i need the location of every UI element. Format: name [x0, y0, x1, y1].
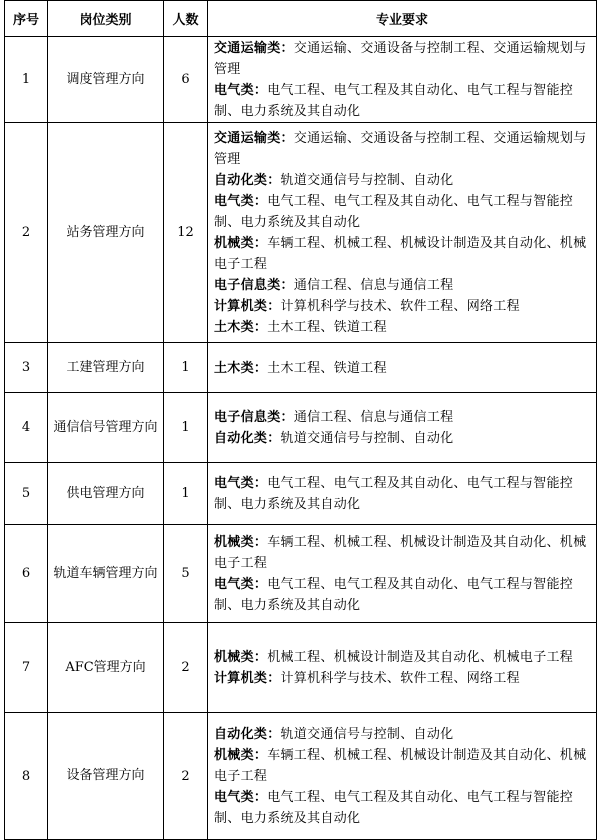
table-row	[5, 463, 597, 525]
header-no: 序号	[5, 1, 48, 37]
major-list: 电气工程、电气工程及其自动化、电气工程与智能控制、电力系统及其自动化	[214, 83, 574, 119]
major-requirements	[208, 463, 597, 525]
major-group	[214, 191, 594, 233]
table-body	[5, 37, 597, 840]
position-category	[48, 393, 164, 463]
headcount: 12	[164, 123, 208, 343]
table-row	[5, 343, 597, 393]
major-requirements	[208, 343, 597, 393]
major-list: 土木工程、铁道工程	[267, 320, 387, 335]
major-category: 电子信息类：	[214, 278, 294, 293]
major-group	[214, 532, 594, 574]
major-requirements	[208, 123, 597, 343]
major-list: 车辆工程、机械工程、机械设计制造及其自动化、机械电子工程	[214, 748, 587, 784]
major-group	[214, 170, 594, 191]
major-group	[214, 574, 594, 616]
position-name: 通信信号管理方向	[53, 419, 158, 435]
major-list: 电气工程、电气工程及其自动化、电气工程与智能控制、电力系统及其自动化	[214, 194, 574, 230]
header-count: 人数	[164, 1, 208, 37]
major-requirements	[208, 393, 597, 463]
major-category: 土木类：	[214, 320, 268, 335]
table-row	[5, 37, 597, 123]
major-group	[214, 724, 594, 745]
headcount: 5	[164, 525, 208, 623]
major-list: 计算机科学与技术、软件工程、网络工程	[280, 299, 520, 314]
major-category: 电气类：	[214, 790, 268, 805]
row-number: 3	[5, 343, 48, 393]
position-name: 站务管理方向	[66, 224, 145, 240]
position-category	[48, 343, 164, 393]
row-number: 2	[5, 123, 48, 343]
major-category: 自动化类：	[214, 727, 281, 742]
table-row	[5, 713, 597, 840]
row-number: 7	[5, 623, 48, 713]
major-list: 轨道交通信号与控制、自动化	[280, 727, 454, 742]
major-category: 自动化类：	[214, 431, 281, 446]
header-row	[5, 1, 597, 37]
major-group	[214, 407, 594, 428]
position-category	[48, 713, 164, 840]
major-group	[214, 296, 594, 317]
major-requirements	[208, 525, 597, 623]
major-requirements	[208, 713, 597, 840]
table-row	[5, 123, 597, 343]
position-category	[48, 37, 164, 123]
row-number: 4	[5, 393, 48, 463]
position-name: AFC管理方向	[65, 659, 146, 675]
major-group	[214, 787, 594, 829]
major-list: 车辆工程、机械工程、机械设计制造及其自动化、机械电子工程	[214, 236, 587, 272]
major-list: 轨道交通信号与控制、自动化	[280, 173, 454, 188]
table-row	[5, 525, 597, 623]
major-list: 交通运输、交通设备与控制工程、交通运输规划与管理	[214, 131, 587, 167]
major-list: 计算机科学与技术、软件工程、网络工程	[280, 671, 520, 686]
major-group	[214, 745, 594, 787]
major-group	[214, 473, 594, 515]
major-list: 交通运输、交通设备与控制工程、交通运输规划与管理	[214, 41, 587, 77]
table-row	[5, 623, 597, 713]
major-category: 电子信息类：	[214, 410, 294, 425]
headcount: 2	[164, 713, 208, 840]
major-category: 交通运输类：	[214, 131, 294, 146]
major-list: 电气工程、电气工程及其自动化、电气工程与智能控制、电力系统及其自动化	[214, 476, 574, 512]
positions-table	[4, 0, 597, 840]
major-category: 电气类：	[214, 83, 268, 98]
major-list: 通信工程、信息与通信工程	[293, 278, 454, 293]
row-number: 6	[5, 525, 48, 623]
major-list: 电气工程、电气工程及其自动化、电气工程与智能控制、电力系统及其自动化	[214, 790, 574, 826]
major-group	[214, 358, 594, 379]
major-category: 土木类：	[214, 360, 268, 376]
major-category: 计算机类：	[214, 671, 281, 686]
major-list: 土木工程、铁道工程	[267, 360, 387, 376]
major-category: 电气类：	[214, 194, 268, 209]
major-group	[214, 38, 594, 80]
headcount: 6	[164, 37, 208, 123]
position-name: 工建管理方向	[66, 359, 145, 375]
position-name: 供电管理方向	[66, 485, 145, 501]
major-category: 计算机类：	[214, 299, 281, 314]
major-group	[214, 647, 594, 668]
position-category	[48, 623, 164, 713]
major-list: 轨道交通信号与控制、自动化	[280, 431, 454, 446]
position-category	[48, 463, 164, 525]
major-list: 电气工程、电气工程及其自动化、电气工程与智能控制、电力系统及其自动化	[214, 577, 574, 613]
headcount: 1	[164, 343, 208, 393]
position-category	[48, 525, 164, 623]
major-group	[214, 275, 594, 296]
position-category	[48, 123, 164, 343]
header-requirements: 专业要求	[208, 1, 597, 37]
major-group	[214, 128, 594, 170]
major-category: 机械类：	[214, 748, 268, 763]
headcount: 1	[164, 393, 208, 463]
row-number: 5	[5, 463, 48, 525]
major-list: 车辆工程、机械工程、机械设计制造及其自动化、机械电子工程	[214, 535, 587, 571]
major-requirements	[208, 37, 597, 123]
position-name: 调度管理方向	[66, 71, 145, 87]
headcount: 1	[164, 463, 208, 525]
major-group	[214, 317, 594, 338]
major-category: 机械类：	[214, 650, 268, 665]
major-category: 交通运输类：	[214, 41, 294, 56]
row-number: 1	[5, 37, 48, 123]
position-name: 设备管理方向	[66, 768, 145, 783]
major-list: 通信工程、信息与通信工程	[293, 410, 454, 425]
position-name: 轨道车辆管理方向	[53, 565, 158, 581]
major-category: 机械类：	[214, 236, 268, 251]
major-category: 电气类：	[214, 476, 268, 491]
major-category: 机械类：	[214, 535, 268, 550]
major-group	[214, 668, 594, 689]
major-requirements	[208, 623, 597, 713]
row-number: 8	[5, 713, 48, 840]
major-group	[214, 428, 594, 449]
major-category: 电气类：	[214, 577, 268, 592]
major-group	[214, 233, 594, 275]
table-row	[5, 393, 597, 463]
major-list: 机械工程、机械设计制造及其自动化、机械电子工程	[267, 650, 574, 665]
major-category: 自动化类：	[214, 173, 281, 188]
headcount: 2	[164, 623, 208, 713]
major-group	[214, 80, 594, 122]
header-category: 岗位类别	[48, 1, 164, 37]
